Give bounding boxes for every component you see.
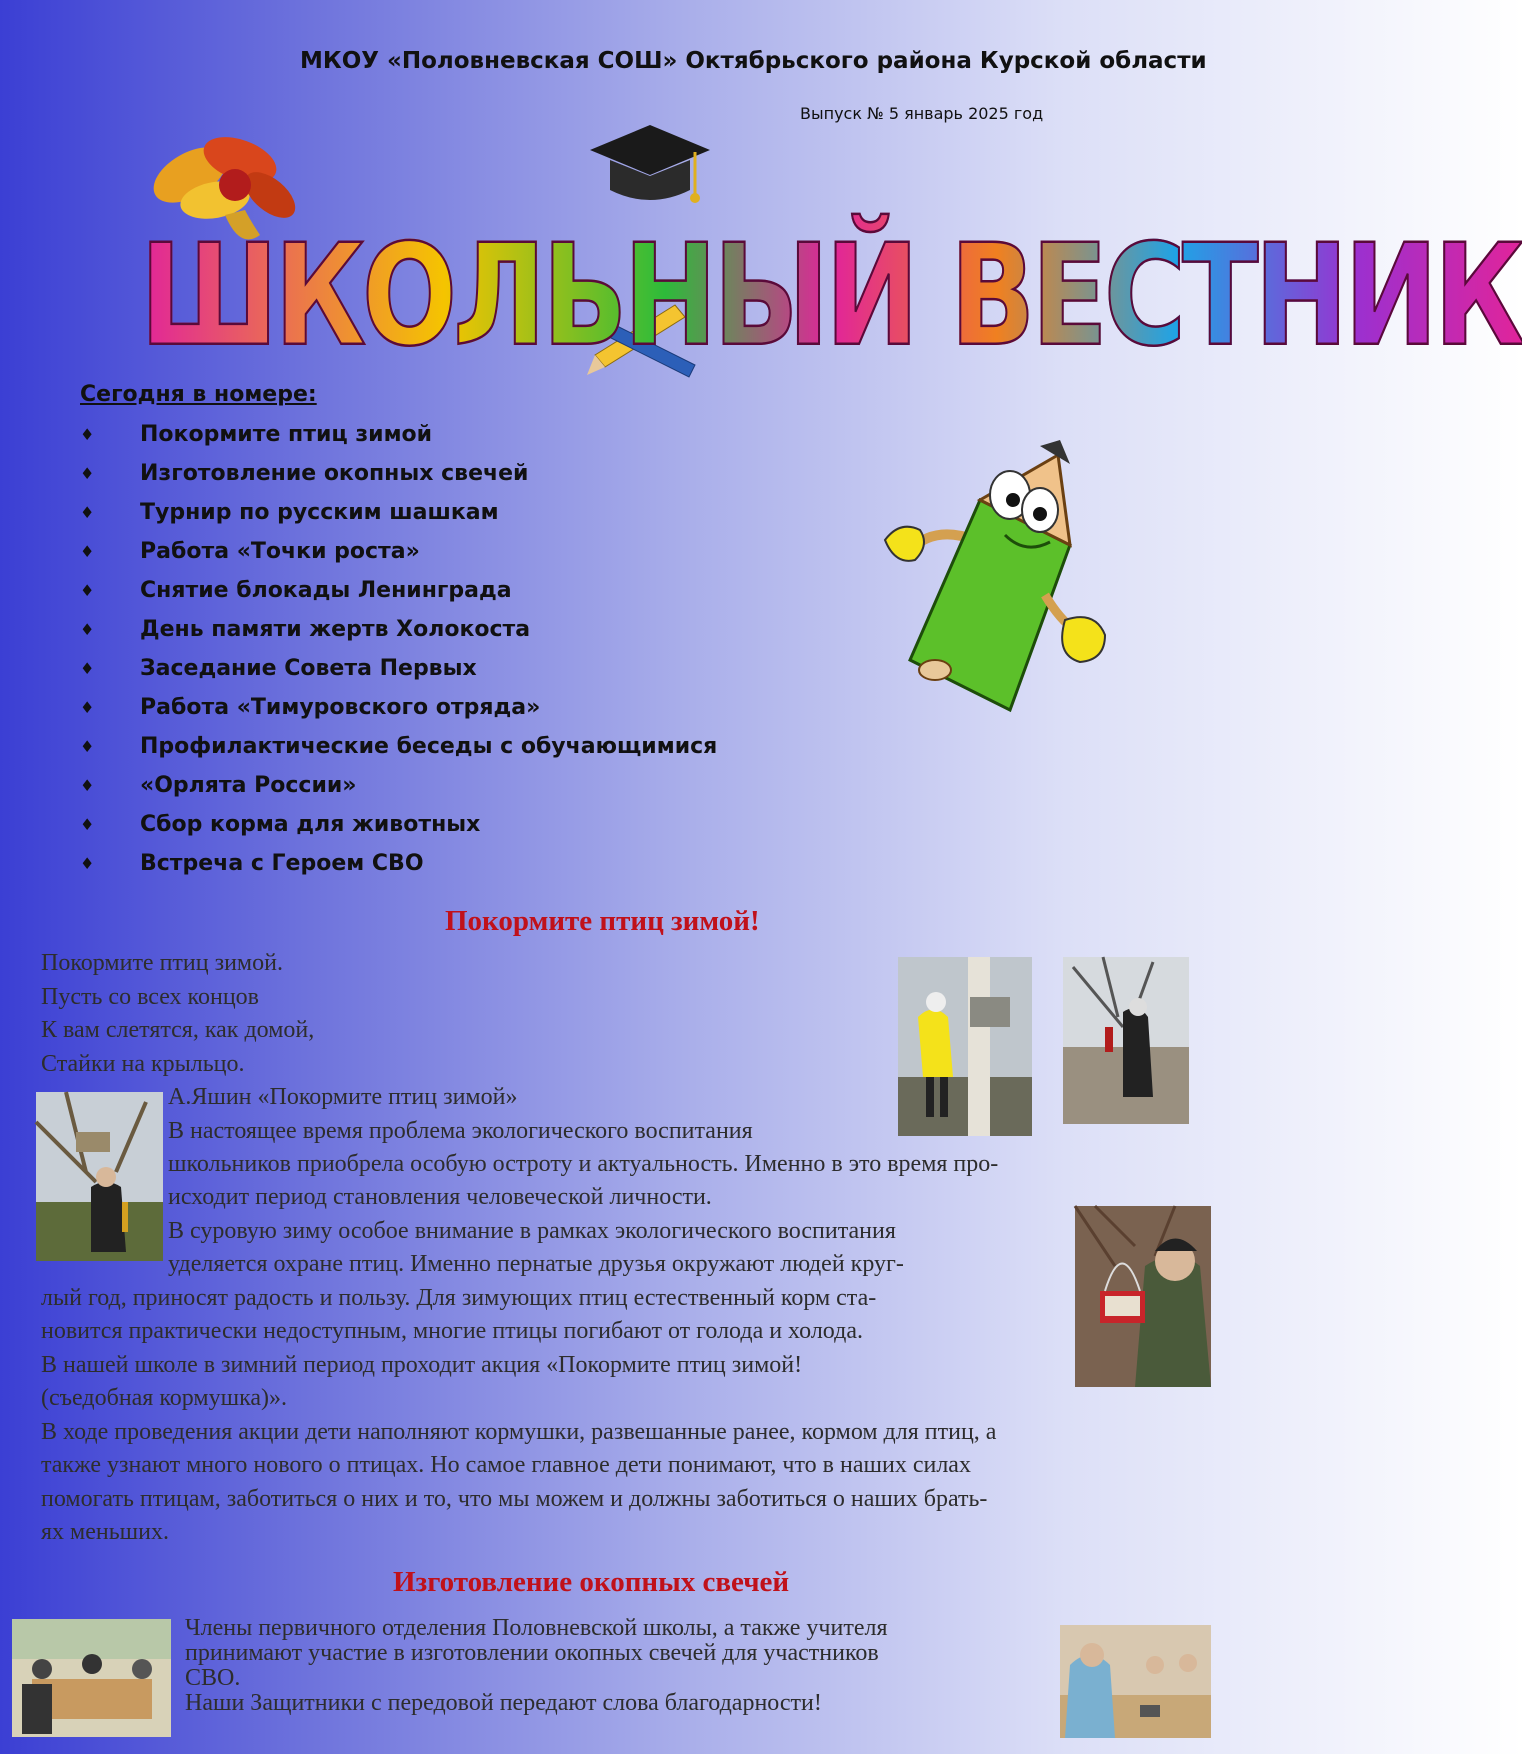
- diamond-bullet-icon: ♦: [80, 854, 95, 873]
- poem-line: К вам слетятся, как домой,: [41, 1017, 315, 1043]
- contents-item: ♦ Сбор корма для животных: [80, 805, 717, 844]
- article-candles-text: [185, 1616, 888, 1716]
- photo-boy-feeder: [1075, 1206, 1211, 1387]
- contents-item: ♦ Заседание Совета Первых: [80, 649, 717, 688]
- diamond-bullet-icon: ♦: [80, 464, 95, 483]
- diamond-bullet-icon: ♦: [80, 776, 95, 795]
- article-line: принимают участие в изготовлении окопных свечей для участников: [185, 1640, 879, 1666]
- article-paragraph: уделяется охране птиц. Именно пернатые друзья окружают людей круг-: [168, 1251, 904, 1277]
- contents-item: ♦ Профилактические беседы с обучающимися: [80, 727, 717, 766]
- article-paragraph: также узнают много нового о птицах. Но самое главное дети понимают, что в наших силах: [41, 1452, 971, 1478]
- photo-birdfeeder-girl: [898, 957, 1032, 1136]
- poem-line: Стайки на крыльцо.: [41, 1050, 245, 1077]
- photo-candle-making-students: [1060, 1625, 1211, 1738]
- poem-author: А.Яшин «Покормите птиц зимой»: [168, 1084, 518, 1110]
- poem: [41, 947, 314, 1081]
- diamond-bullet-icon: ♦: [80, 581, 95, 600]
- article-line: СВО.: [185, 1665, 241, 1691]
- contents-item: ♦ Покормите птиц зимой: [80, 415, 717, 454]
- photo-feeder-tree: [1063, 957, 1189, 1124]
- contents-item: ♦ Снятие блокады Ленинграда: [80, 571, 717, 610]
- poem-line: Покормите птиц зимой.: [41, 950, 283, 976]
- article-paragraph: новится практически недоступным, многие птицы погибают от голода и холода.: [41, 1318, 863, 1344]
- diamond-bullet-icon: ♦: [80, 620, 95, 639]
- contents-list: [80, 415, 717, 883]
- diamond-bullet-icon: ♦: [80, 815, 95, 834]
- poem-line: Пусть со всех концов: [41, 983, 260, 1010]
- article-paragraph: В суровую зиму особое внимание в рамках экологического воспитания: [168, 1218, 896, 1244]
- article-paragraph: В ходе проведения акции дети наполняют кормушки, развешанные ранее, кормом для птиц, а: [41, 1419, 997, 1445]
- diamond-bullet-icon: ♦: [80, 425, 95, 444]
- contents-item: ♦ Работа «Точки роста»: [80, 532, 717, 571]
- article-paragraph: лый год, приносят радость и пользу. Для зимующих птиц естественный корм ста-: [41, 1285, 877, 1311]
- article-line: Наши Защитники с передовой передают слова благодарности!: [185, 1690, 822, 1716]
- article-paragraph: помогать птицам, заботиться о них и то, что мы можем и должны заботиться о наших брать-: [41, 1486, 988, 1512]
- photo-candle-making-class: [12, 1619, 171, 1737]
- article-paragraph: исходит период становления человеческой личности.: [168, 1184, 712, 1210]
- pencil-mascot-icon: [880, 430, 1120, 710]
- graduation-cap-icon: [585, 120, 715, 230]
- diamond-bullet-icon: ♦: [80, 737, 95, 756]
- contents-item: ♦ Изготовление окопных свечей: [80, 454, 717, 493]
- article-line: Члены первичного отделения Половневской школы, а также учителя: [185, 1615, 888, 1641]
- contents-item: ♦ Работа «Тимуровского отряда»: [80, 688, 717, 727]
- contents-item: ♦ День памяти жертв Холокоста: [80, 610, 717, 649]
- diamond-bullet-icon: ♦: [80, 698, 95, 717]
- contents-item: ♦ Турнир по русским шашкам: [80, 493, 717, 532]
- newspaper-title: ШКОЛЬНЫЙ ВЕСТНИК: [140, 215, 1522, 378]
- issue-info: Выпуск № 5 январь 2025 год: [800, 104, 1044, 123]
- article-title-candles: Изготовление окопных свечей: [393, 1566, 790, 1598]
- diamond-bullet-icon: ♦: [80, 659, 95, 678]
- article-paragraph: школьников приобрела особую остроту и актуальность. Именно в это время про-: [168, 1151, 999, 1177]
- school-name: МКОУ «Половневская СОШ» Октябрьского района Курской области: [300, 48, 1207, 74]
- diamond-bullet-icon: ♦: [80, 503, 95, 522]
- contents-item: ♦ «Орлята России»: [80, 766, 717, 805]
- diamond-bullet-icon: ♦: [80, 542, 95, 561]
- article-paragraph: ях меньших.: [41, 1519, 169, 1545]
- article-title-birds: Покормите птиц зимой!: [445, 905, 760, 937]
- article-paragraph: (съедобная кормушка)».: [41, 1385, 288, 1411]
- masthead: [130, 120, 1522, 390]
- article-paragraph: В нашей школе в зимний период проходит акция «Покормите птиц зимой!: [41, 1352, 803, 1378]
- article-paragraph: В настоящее время проблема экологического воспитания: [168, 1118, 753, 1144]
- photo-girl-feeder: [36, 1092, 163, 1261]
- contents-item: ♦ Встреча с Героем СВО: [80, 844, 717, 883]
- contents-heading: Сегодня в номере:: [80, 382, 317, 407]
